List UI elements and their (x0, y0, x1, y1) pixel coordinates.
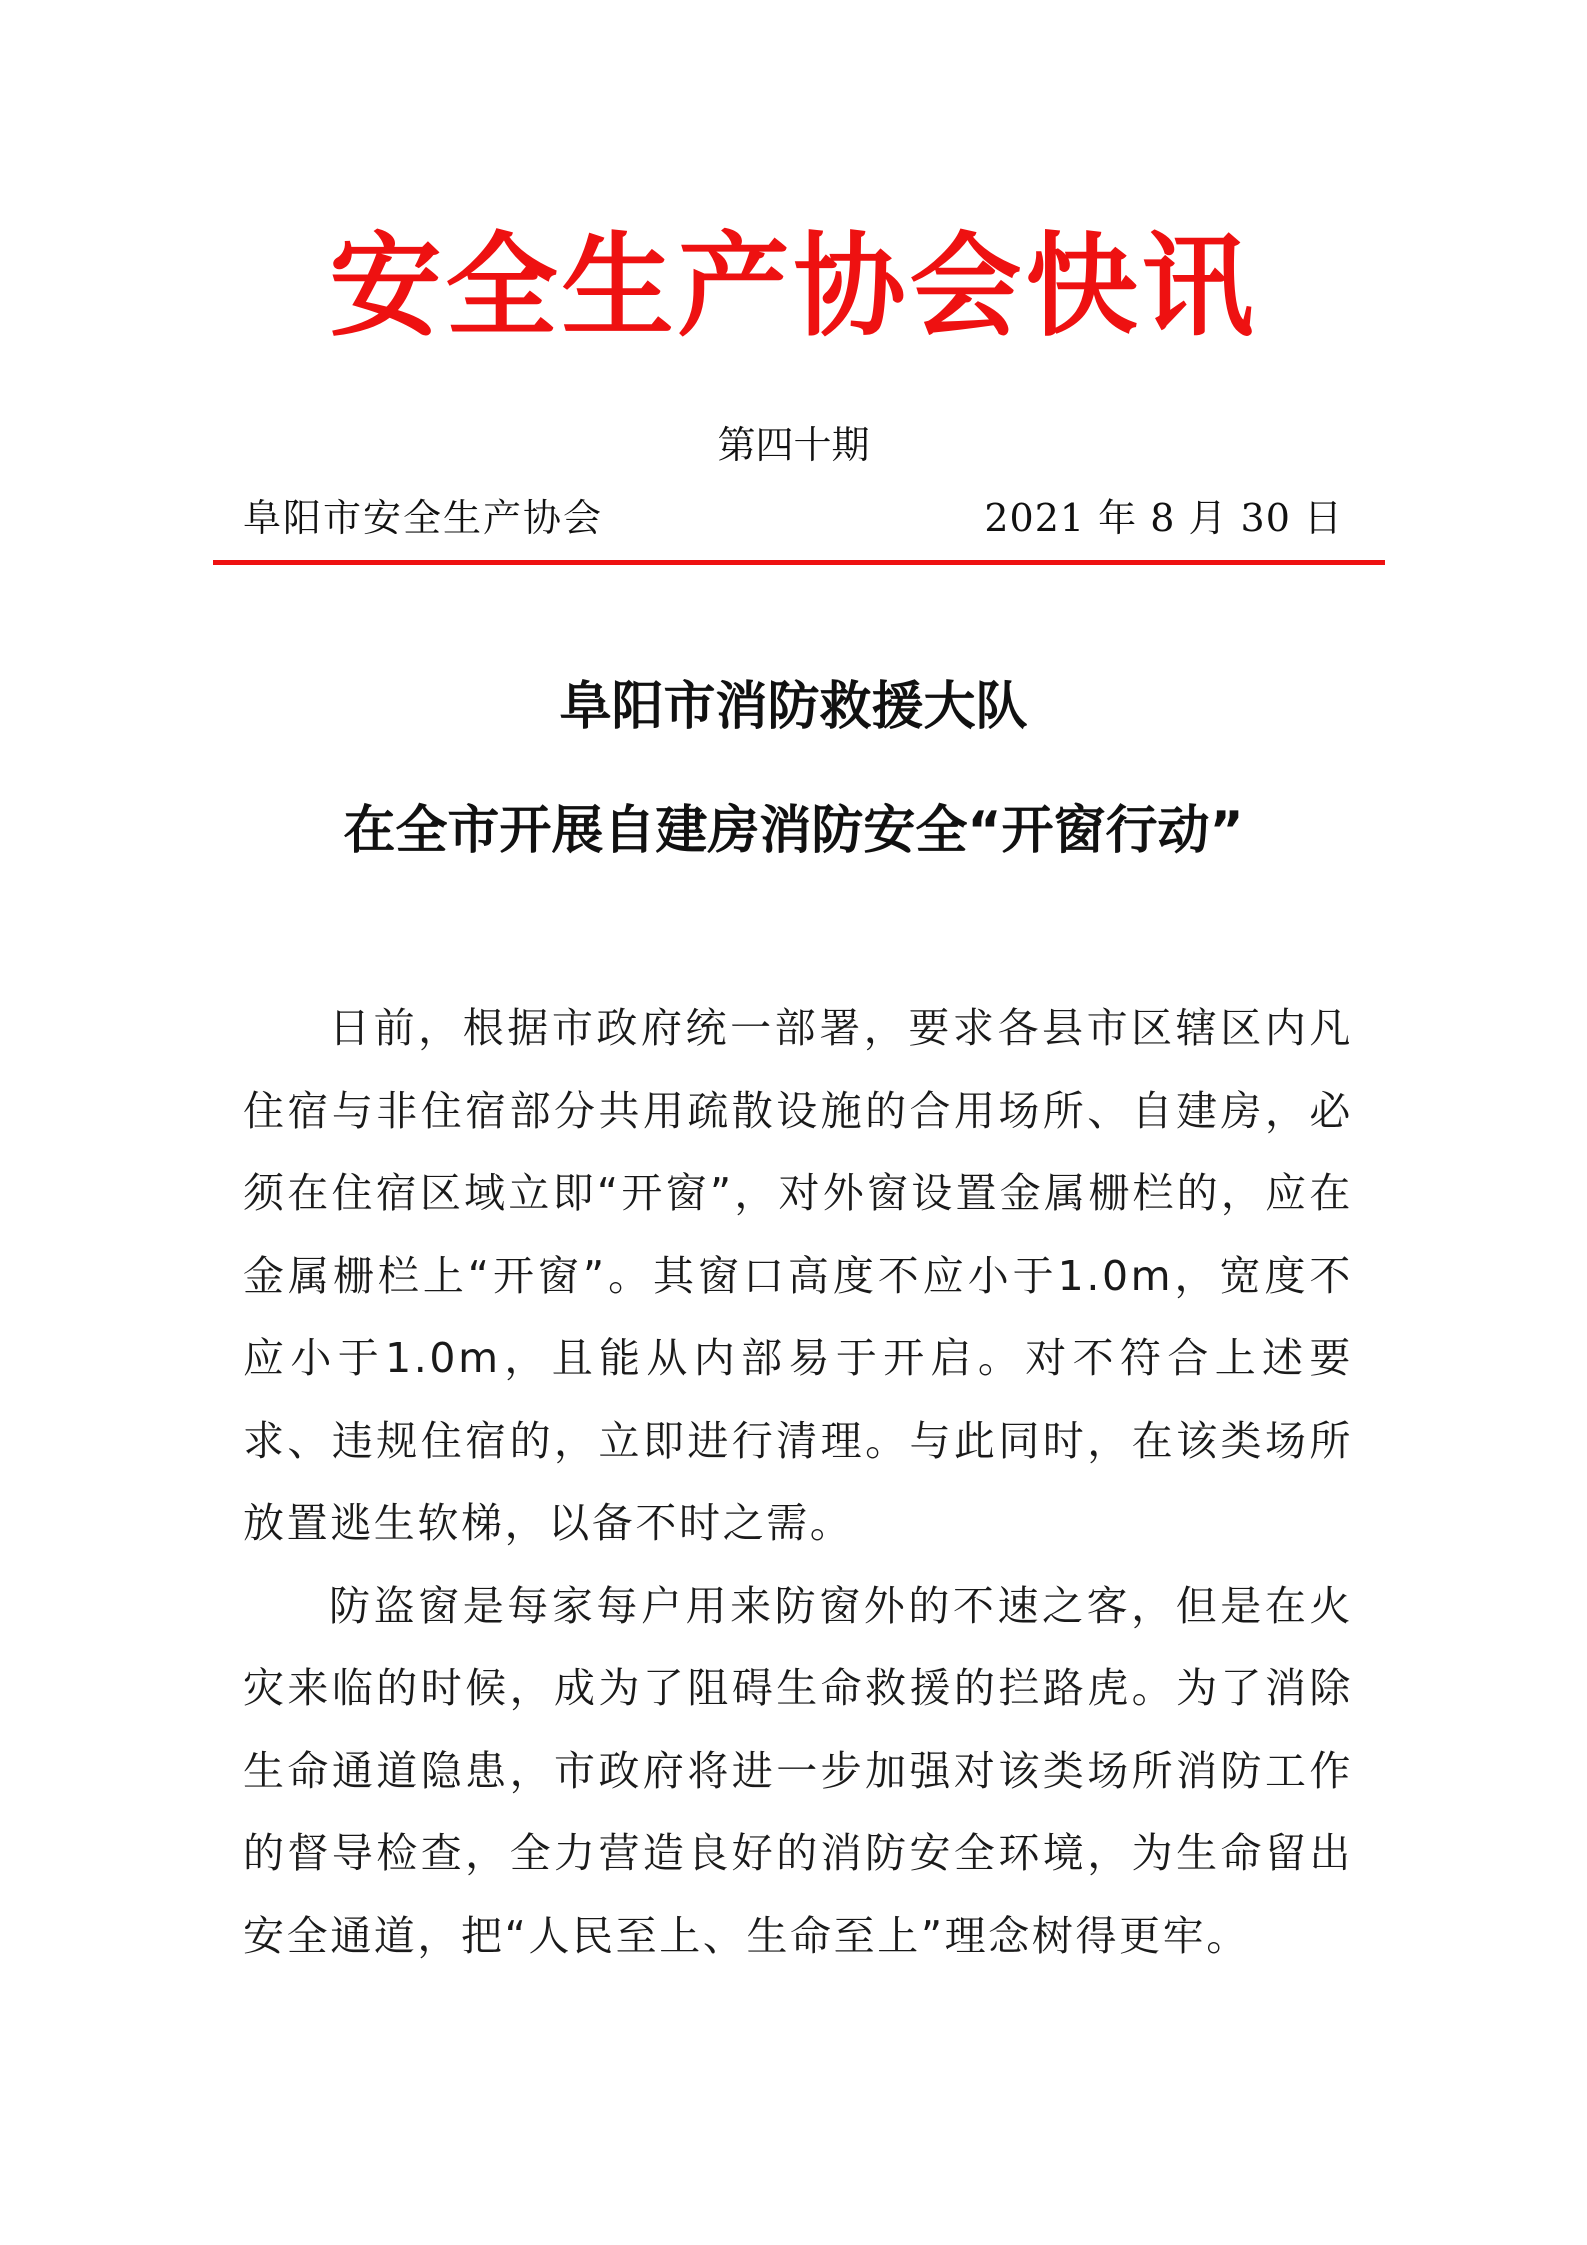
issue-date: 2021 年 8 月 30 日 (984, 496, 1343, 540)
body-paragraph-1: 日前，根据市政府统一部署，要求各县市区辖区内凡住宿与非住宿部分共用疏散设施的合用场所、自建房，必须在住宿区域立即“开窗”，对外窗设置金属栅栏的，应在金属栅栏上“开窗”。其窗口高度不应小于1.0m，宽度不应小于1.0m，且能从内部易于开启。对不符合上述要求、违规住宿的，立即进行清理。与此同时，在该类场所放置逃生软梯，以备不时之需。 (243, 1004, 1353, 1547)
issue-number: 第四十期 (717, 423, 870, 467)
issue-meta-row (243, 492, 1343, 544)
masthead-title: 安全生产协会快讯 (329, 222, 1258, 352)
article-title-line-1: 阜阳市消防救援大队 (559, 677, 1028, 737)
publisher-name: 阜阳市安全生产协会 (243, 496, 604, 540)
article-title-line-2: 在全市开展自建房消防安全“开窗行动” (343, 801, 1244, 861)
masthead-divider (213, 560, 1385, 565)
body-paragraph-2: 防盗窗是每家每户用来防窗外的不速之客，但是在火灾来临的时候，成为了阻碍生命救援的拦路虎。为了消除生命通道隐患，市政府将进一步加强对该类场所消防工作的督导检查，全力营造良好的消防安全环境，为生命留出安全通道，把“人民至上、生命至上”理念树得更牢。 (243, 1581, 1353, 1960)
article-body (243, 987, 1353, 1977)
